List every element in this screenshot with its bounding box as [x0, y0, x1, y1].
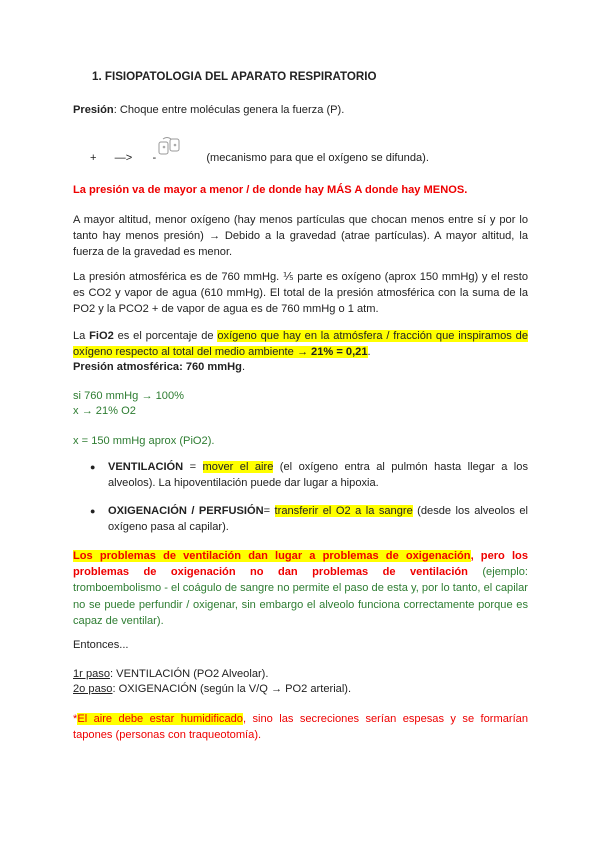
minus-symbol: - — [152, 152, 157, 164]
diffusion-row — [90, 150, 429, 166]
fio2-value: 21% = 0,21 — [311, 346, 368, 359]
note-highlight: El aire debe estar humidificado — [77, 713, 243, 725]
bullet-dot: ● — [90, 506, 96, 516]
bullet-term: OXIGENACIÓN / PERFUSIÓN — [108, 505, 264, 517]
calc-line-1: si 760 mmHg → 100% — [73, 390, 184, 402]
calc-result: x = 150 mmHg aprox (PiO2). — [73, 435, 215, 447]
patm-line — [73, 359, 528, 375]
bullet-eq: = — [263, 505, 275, 517]
patm-end: . — [241, 361, 246, 373]
altitude-paragraph: A mayor altitud, menor oxígeno (hay menos partículas que chocan menos entre sí y por lo tanto hay menos presión) → Debido a la gravedad (atrae partículas). A mayor altitud, la fuerza de la gravedad es menor. — [73, 214, 528, 259]
presion-label: Presión — [73, 104, 114, 116]
bullet-text: (desde los alveolos el oxígeno pasa al capilar). — [108, 505, 528, 534]
fio2-end: . — [367, 346, 371, 359]
bullet-oxigenacion — [108, 503, 528, 535]
presion-text: : Choque entre moléculas genera la fuerza (P). — [113, 104, 345, 116]
arrow-symbol: —> — [114, 152, 133, 164]
problems-bold: , pero los problemas de oxigenación no dan problemas de ventilación — [73, 550, 528, 579]
fio2-paragraph — [73, 328, 528, 360]
presion-paragraph — [73, 102, 528, 118]
step-label: 1r paso — [73, 668, 111, 680]
humidification-note — [73, 711, 528, 743]
bullet-text: (el oxígeno entra al pulmón hasta llegar a los alveolos). La hipoventilación puede dar lugar a hipoxia. — [108, 461, 528, 490]
entonces-line: Entonces... — [73, 639, 129, 651]
calc-line-2: x → 21% O2 — [73, 405, 136, 417]
molecules-collision-icon — [157, 136, 183, 158]
step-1 — [73, 666, 528, 682]
bullet-eq: = — [183, 461, 203, 473]
note-star: * — [73, 713, 78, 725]
note-text: , sino las secreciones serían espesas y se formarían tapones (personas con traqueotomía). — [73, 713, 528, 742]
step-label: 2o paso — [73, 683, 113, 695]
bullet-term: VENTILACIÓN — [108, 461, 184, 473]
bullet-highlight: mover el aire — [202, 461, 274, 473]
fio2-pre: La — [73, 330, 90, 342]
bullet-ventilacion — [108, 459, 528, 491]
bullet-dot: ● — [90, 462, 96, 472]
step-2 — [73, 681, 528, 697]
fio2-mid: es el porcentaje de — [113, 330, 218, 342]
problems-highlight: Los problemas de ventilación dan lugar a problemas de oxigenación — [73, 550, 471, 562]
fio2-highlight: oxígeno que hay en la atmósfera / fracción que inspiramos de oxígeno respecto al total del medio ambiente → — [73, 330, 528, 359]
plus-symbol: + — [90, 152, 97, 164]
problems-paragraph — [73, 548, 528, 629]
step-text: : OXIGENACIÓN (según la V/Q → PO2 arterial). — [112, 683, 352, 695]
patm-value: : 760 mmHg — [179, 361, 242, 373]
section-heading: 1. FISIOPATOLOGIA DEL APARATO RESPIRATORIO — [92, 70, 377, 83]
pressure-gradient-note: La presión va de mayor a menor / de donde hay MÁS A donde hay MENOS. — [73, 184, 468, 196]
bullet-highlight: transferir el O2 a la sangre — [274, 505, 413, 517]
fio2-term: FiO2 — [89, 330, 114, 342]
step-text: : VENTILACIÓN (PO2 Alveolar). — [110, 668, 269, 680]
atmospheric-pressure-paragraph: La presión atmosférica es de 760 mmHg. ⅕ parte es oxígeno (aprox 150 mmHg) y el resto es CO2 y vapor de agua (610 mmHg). El total de la presión atmosférica con la suma de la PO2 y la PCO2 + de vapor de agua es de 760 mmHg o 1 atm. — [73, 271, 528, 316]
problems-example: (ejemplo: tromboembolismo - el coágulo de sangre no permite el paso de esta y, por lo tanto, el capilar no se puede perfundir / oxigenar, sin embargo el alveolo funciona correctamente porque es capaz de ventilar). — [73, 566, 528, 627]
diffusion-text: (mecanismo para que el oxígeno se difunda). — [206, 152, 429, 164]
patm-label: Presión atmosférica — [73, 361, 180, 373]
